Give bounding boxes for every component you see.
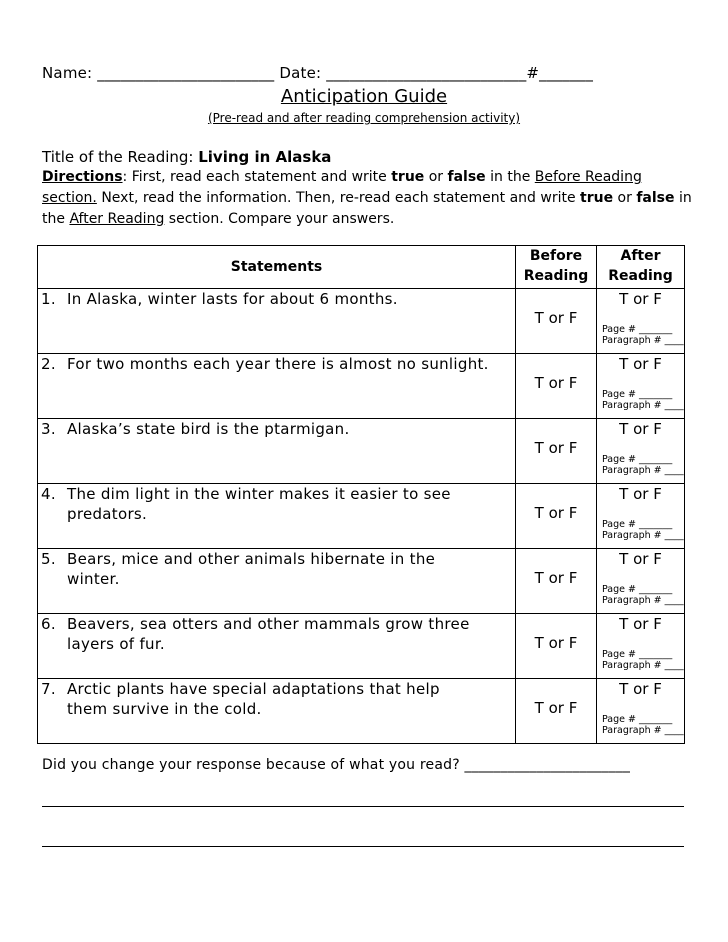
reading-title-line xyxy=(42,148,331,166)
or-word: or xyxy=(424,169,448,185)
after-true-false[interactable]: T or F xyxy=(619,485,662,503)
false-word: false xyxy=(636,190,675,206)
before-reading-cell[interactable] xyxy=(516,419,597,484)
page-subtitle: (Pre-read and after reading comprehension activity) xyxy=(207,111,521,125)
statement-text: Bears, mice and other animals hibernate in the xyxy=(67,550,436,568)
table-row xyxy=(38,679,685,744)
statement-cell xyxy=(38,679,516,744)
statement-number: 2. xyxy=(41,355,56,373)
page-number-field[interactable]: Page # _______ xyxy=(602,324,673,335)
directions-text: section. Compare your answers. xyxy=(164,211,395,227)
true-word: true xyxy=(391,169,425,185)
before-header-line2: Reading xyxy=(523,268,589,284)
statement-text-continued: them survive in the cold. xyxy=(67,700,262,718)
after-reading-header xyxy=(597,246,685,289)
before-reading-cell[interactable] xyxy=(516,484,597,549)
after-true-false[interactable]: T or F xyxy=(619,615,662,633)
statement-number: 6. xyxy=(41,615,56,633)
reading-title: Living in Alaska xyxy=(198,148,332,166)
before-true-false[interactable]: T or F xyxy=(534,699,578,717)
after-header-line1: After xyxy=(620,248,661,264)
directions xyxy=(42,167,692,230)
before-true-false[interactable]: T or F xyxy=(534,439,578,457)
before-true-false[interactable]: T or F xyxy=(534,504,578,522)
before-reading-cell[interactable] xyxy=(516,614,597,679)
after-reading-cell[interactable] xyxy=(597,679,685,744)
page-number-field[interactable]: Page # _______ xyxy=(602,584,673,595)
after-true-false[interactable]: T or F xyxy=(619,420,662,438)
before-reading-section: Before Reading section. xyxy=(42,169,642,206)
before-true-false[interactable]: T or F xyxy=(534,374,578,392)
page-number-field[interactable]: Page # _______ xyxy=(602,454,673,465)
answer-line-2[interactable] xyxy=(42,846,684,847)
paragraph-number-field[interactable]: Paragraph # ____ xyxy=(602,725,684,736)
statement-number: 5. xyxy=(41,550,56,568)
statement-text: Arctic plants have special adaptations that help xyxy=(67,680,440,698)
page-number-field[interactable]: Page # _______ xyxy=(602,649,673,660)
statement-text: Alaska’s state bird is the ptarmigan. xyxy=(67,420,350,438)
directions-label: Directions xyxy=(42,169,123,185)
statement-cell xyxy=(38,354,516,419)
statement-number: 3. xyxy=(41,420,56,438)
table-header-row xyxy=(38,246,685,289)
statement-text: In Alaska, winter lasts for about 6 months. xyxy=(67,290,398,308)
table-row xyxy=(38,484,685,549)
paragraph-number-field[interactable]: Paragraph # ____ xyxy=(602,335,684,346)
true-word: true xyxy=(580,190,614,206)
after-true-false[interactable]: T or F xyxy=(619,680,662,698)
after-true-false[interactable]: T or F xyxy=(619,290,662,308)
after-reading-section: After Reading xyxy=(69,211,165,227)
statement-number: 4. xyxy=(41,485,56,503)
table-row xyxy=(38,614,685,679)
answer-line-1[interactable] xyxy=(42,806,684,807)
table-row xyxy=(38,289,685,354)
before-reading-cell[interactable] xyxy=(516,549,597,614)
statement-text-continued: winter. xyxy=(67,570,120,588)
paragraph-number-field[interactable]: Paragraph # ____ xyxy=(602,400,684,411)
anticipation-table xyxy=(37,245,685,744)
paragraph-number-field[interactable]: Paragraph # ____ xyxy=(602,595,684,606)
statements-header: Statements xyxy=(38,246,516,289)
after-reading-cell[interactable] xyxy=(597,549,685,614)
statement-cell xyxy=(38,549,516,614)
after-reading-cell[interactable] xyxy=(597,419,685,484)
table-row xyxy=(38,419,685,484)
statement-number: 1. xyxy=(41,290,56,308)
table-row xyxy=(38,549,685,614)
before-true-false[interactable]: T or F xyxy=(534,569,578,587)
statement-number: 7. xyxy=(41,680,56,698)
paragraph-number-field[interactable]: Paragraph # ____ xyxy=(602,465,684,476)
before-reading-cell[interactable] xyxy=(516,354,597,419)
statement-cell xyxy=(38,614,516,679)
or-word: or xyxy=(613,190,637,206)
before-reading-header xyxy=(516,246,597,289)
statement-cell xyxy=(38,419,516,484)
name-date-line[interactable]: Name: _______________________ Date: __________________________#_______ xyxy=(42,64,594,82)
before-true-false[interactable]: T or F xyxy=(534,634,578,652)
page-number-field[interactable]: Page # _______ xyxy=(602,519,673,530)
page-title: Anticipation Guide xyxy=(280,86,448,107)
after-reading-cell[interactable] xyxy=(597,354,685,419)
after-header-line2: Reading xyxy=(608,268,673,284)
table-row xyxy=(38,354,685,419)
directions-text: in the xyxy=(42,190,692,227)
before-true-false[interactable]: T or F xyxy=(534,309,578,327)
reading-label: Title of the Reading: xyxy=(42,148,199,166)
paragraph-number-field[interactable]: Paragraph # ____ xyxy=(602,660,684,671)
before-reading-cell[interactable] xyxy=(516,289,597,354)
statement-text-continued: layers of fur. xyxy=(67,635,165,653)
statement-cell xyxy=(38,484,516,549)
statement-text: The dim light in the winter makes it easier to see xyxy=(67,485,451,503)
before-header-line1: Before xyxy=(529,248,583,264)
paragraph-number-field[interactable]: Paragraph # ____ xyxy=(602,530,684,541)
page-number-field[interactable]: Page # _______ xyxy=(602,714,673,725)
after-true-false[interactable]: T or F xyxy=(619,355,662,373)
statement-text: Beavers, sea otters and other mammals grow three xyxy=(67,615,470,633)
directions-text: Next, read the information. Then, re-read each statement and write xyxy=(96,190,581,206)
reflection-question[interactable]: Did you change your response because of what you read? _______________________ xyxy=(42,757,631,773)
directions-text: : First, read each statement and write xyxy=(122,169,392,185)
false-word: false xyxy=(447,169,486,185)
after-reading-cell[interactable] xyxy=(597,484,685,549)
page-number-field[interactable]: Page # _______ xyxy=(602,389,673,400)
after-reading-cell[interactable] xyxy=(597,289,685,354)
statement-cell xyxy=(38,289,516,354)
after-reading-cell[interactable] xyxy=(597,614,685,679)
directions-text: in the xyxy=(485,169,535,185)
table-body xyxy=(38,289,685,744)
statement-text-continued: predators. xyxy=(67,505,148,523)
before-reading-cell[interactable] xyxy=(516,679,597,744)
after-true-false[interactable]: T or F xyxy=(619,550,662,568)
statement-text: For two months each year there is almost no sunlight. xyxy=(67,355,489,373)
